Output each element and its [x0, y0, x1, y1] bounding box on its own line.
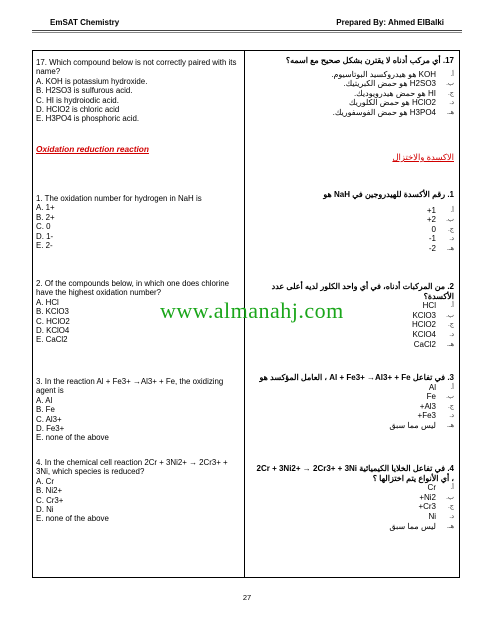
question-text: 4. في تفاعل الخلايا الكيميائية 2Cr + 3Ni2+ → 2Cr3+ + 3Ni ، أي الأنواع يتم اختزالها ؟	[256, 464, 454, 483]
option-a	[252, 70, 454, 80]
option-e	[252, 522, 454, 532]
option-e	[252, 421, 454, 431]
option-b	[252, 392, 454, 402]
option-e: E. 2-	[36, 241, 53, 251]
option-c: C. Al3+	[36, 414, 62, 424]
question-text: 2. Of the compounds below, in which one does chlorine have the highest oxidation number?	[36, 279, 230, 298]
option-text: Cr3+	[418, 502, 436, 512]
question-text: 3. In the reaction Al + Fe3+ →Al3+ + Fe, the oxidizing agent is	[36, 377, 224, 396]
page-number: 27	[242, 593, 252, 602]
option-text: 2-	[428, 243, 436, 253]
option-letter: أ.	[450, 302, 454, 310]
option-text: Fe3+	[417, 411, 436, 421]
option-a: A. 1+	[36, 203, 55, 213]
option-e	[252, 244, 454, 254]
option-letter: د.	[449, 412, 454, 420]
option-b	[252, 79, 454, 89]
option-letter: ب.	[446, 216, 454, 224]
option-c: C. Cr3+	[36, 495, 64, 505]
option-letter: ب.	[446, 80, 454, 88]
option-text: H2SO3 هو حمض الكبريتيك.	[343, 79, 436, 89]
option-text: ليس مما سبق	[389, 521, 436, 531]
option-letter: ج.	[447, 89, 454, 97]
question-3-en	[36, 377, 240, 443]
option-letter: ج.	[447, 503, 454, 511]
option-c: C. HI is hydroiodic acid.	[36, 95, 119, 105]
question-text: 17. Which compound below is not correctly paired with its name?	[36, 58, 237, 77]
option-a	[252, 483, 454, 493]
option-c: C. 0	[36, 222, 51, 232]
option-e: E. none of the above	[36, 433, 109, 443]
option-c	[252, 502, 454, 512]
option-letter: ب.	[446, 393, 454, 401]
option-b	[252, 493, 454, 503]
option-a: A. Al	[36, 395, 53, 405]
question-1-ar	[252, 190, 454, 254]
section-title-en: Oxidation reduction reaction	[36, 144, 149, 154]
option-a: A. Cr	[36, 476, 54, 486]
option-text: Cr	[427, 483, 436, 493]
option-letter: ج.	[447, 321, 454, 329]
option-text: Ni	[428, 511, 436, 521]
option-letter: ب.	[446, 311, 454, 319]
option-a: A. HCl	[36, 297, 59, 307]
option-d: D. KClO4	[36, 326, 70, 336]
option-d: D. HClO2 is chloric acid	[36, 105, 120, 115]
option-text: HCl	[422, 301, 436, 311]
option-a	[252, 383, 454, 393]
option-letter: هـ.	[446, 108, 454, 116]
option-d	[252, 234, 454, 244]
option-e	[252, 108, 454, 118]
option-letter: هـ.	[446, 421, 454, 429]
question-text: 1. رقم الأكسدة للهيدروجين في NaH هو	[323, 190, 454, 199]
section-title-ar: الاكسدة والاختزال	[392, 152, 454, 162]
option-letter: هـ.	[446, 522, 454, 530]
option-e: E. H3PO4 is phosphoric acid.	[36, 114, 140, 124]
header-divider	[32, 30, 462, 31]
option-d: D. Fe3+	[36, 424, 65, 434]
question-3-ar	[252, 373, 454, 431]
question-text: 17. أي مركب أدناه لا يقترن بشكل صحيح مع اسمه؟	[285, 56, 454, 65]
option-text: HClO2	[411, 320, 436, 330]
option-text: Ni2+	[419, 492, 436, 502]
option-b: B. H2SO3 is sulfurous acid.	[36, 86, 133, 96]
question-text: 3. في تفاعل Al + Fe3+ →Al3+ + Fe ، العامل المؤكسد هو	[259, 373, 454, 382]
option-text: 1-	[428, 234, 436, 244]
option-b: B. KClO3	[36, 307, 69, 317]
option-d	[252, 330, 454, 340]
option-c	[252, 225, 454, 235]
option-text: KClO3	[412, 310, 436, 320]
option-letter: ب.	[446, 493, 454, 501]
option-b	[252, 215, 454, 225]
question-4-en	[36, 458, 240, 524]
header-subject: EmSAT Chemistry	[50, 18, 120, 27]
option-letter: د.	[449, 235, 454, 243]
option-text: HI هو حمض هيدرويوديك.	[353, 88, 436, 98]
option-text: 1+	[426, 205, 436, 215]
option-letter: أ.	[450, 70, 454, 78]
option-text: HClO2 هو حمض الكلوريك	[348, 98, 436, 108]
option-e: E. none of the above	[36, 514, 109, 524]
option-a: A. KOH is potassium hydroxide.	[36, 76, 148, 86]
option-text: 2+	[426, 215, 436, 225]
option-text: 0	[431, 224, 436, 234]
option-b: B. Fe	[36, 405, 55, 415]
option-d	[252, 512, 454, 522]
option-text: H3PO4 هو حمض الفوسفوريك.	[332, 107, 436, 117]
option-e	[252, 340, 454, 350]
option-letter: د.	[449, 512, 454, 520]
option-letter: هـ.	[446, 340, 454, 348]
option-letter: أ.	[450, 383, 454, 391]
option-d	[252, 411, 454, 421]
option-letter: أ.	[450, 206, 454, 214]
option-letter: ج.	[447, 402, 454, 410]
option-c	[252, 89, 454, 99]
option-letter: أ.	[450, 484, 454, 492]
option-text: KOH هو هيدروكسيد البوتاسيوم.	[331, 69, 436, 79]
header-author: Prepared By: Ahmed ElBalki	[336, 18, 444, 27]
question-text: 1. The oxidation number for hydrogen in NaH is	[36, 194, 202, 203]
question-4-ar	[252, 464, 454, 531]
option-d	[252, 98, 454, 108]
option-text: Al3+	[419, 401, 436, 411]
option-b: B. Ni2+	[36, 486, 63, 496]
option-d: D. Ni	[36, 505, 54, 515]
header-divider-thin	[32, 32, 462, 33]
option-text: Al	[428, 382, 436, 392]
option-text: Fe	[426, 392, 436, 402]
option-e: E. CaCl2	[36, 335, 68, 345]
option-letter: د.	[449, 99, 454, 107]
option-c: C. HClO2	[36, 316, 70, 326]
question-1-en	[36, 194, 202, 250]
question-text: 2. من المركبات أدناه، في أي واحد الكلور لديه أعلى عدد الأكسدة؟	[271, 282, 454, 301]
option-letter: ج.	[447, 225, 454, 233]
option-letter: د.	[449, 330, 454, 338]
question-text: 4. In the chemical cell reaction 2Cr + 3Ni2+ → 2Cr3+ + 3Ni, which species is reduced?	[36, 458, 228, 477]
option-text: KClO4	[412, 329, 436, 339]
watermark: www.almanahj.com	[160, 298, 344, 323]
option-a	[252, 206, 454, 216]
option-d: D. 1-	[36, 231, 54, 241]
question-17-en	[36, 58, 240, 124]
option-c	[252, 402, 454, 412]
option-b: B. 2+	[36, 212, 55, 222]
option-letter: هـ.	[446, 244, 454, 252]
question-17-ar	[252, 56, 454, 118]
option-text: ليس مما سبق	[389, 420, 436, 430]
option-text: CaCl2	[413, 339, 436, 349]
